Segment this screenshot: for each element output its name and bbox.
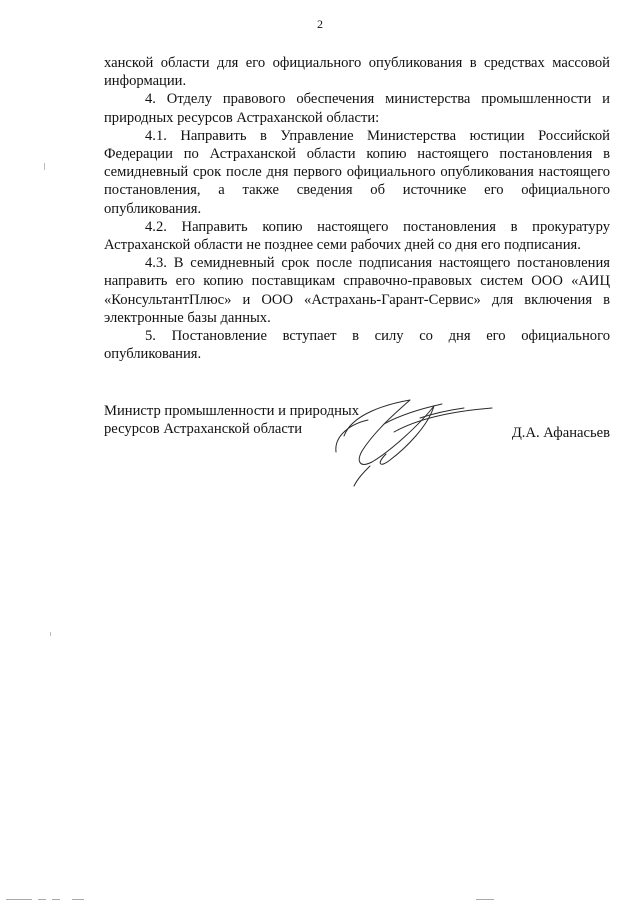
document-body (104, 54, 610, 363)
paragraph-item-4-3: 4.3. В семидневный срок после подписания настоящего постановления направить его копию поставщикам справочно-правовых систем ООО «АИЦ «КонсультантПлюс» и ООО «Астрахань-Гарант-Сервис» для включения в электронные базы данных. (104, 255, 610, 326)
paragraph-item-4-1: 4.1. Направить в Управление Министерства юстиции Российской Федерации по Астраханской области копию настоящего постановления в семидневный срок после дня первого официального опубликования настоящего постановления, а также сведения об источнике его официального опубликования. (104, 127, 610, 217)
margin-scan-mark (50, 632, 51, 636)
signatory-position (104, 402, 359, 438)
signatory-position-line-1: Министр промышленности и природных (104, 403, 360, 419)
handwritten-signature (332, 396, 497, 488)
signatory-name: Д.А. Афанасьев (511, 425, 610, 441)
paragraph-continuation: ханской области для его официального опубликования в средствах массовой информации. (104, 55, 610, 90)
signatory-position-line-2: ресурсов Астраханской области (104, 421, 303, 438)
margin-scan-mark (44, 163, 45, 170)
paragraph-item-4-2: 4.2. Направить копию настоящего постановления в прокуратуру Астраханской области не позднее семи рабочих дней со дня его подписания. (104, 218, 610, 254)
paragraph-item-4: 4. Отделу правового обеспечения министерства промышленности и природных ресурсов Астраханской области: (104, 91, 610, 126)
paragraph-item-5: 5. Постановление вступает в силу со дня его официального опубликования. (104, 328, 610, 363)
page-number: 2 (317, 17, 323, 31)
scan-edge-marks (6, 898, 634, 901)
